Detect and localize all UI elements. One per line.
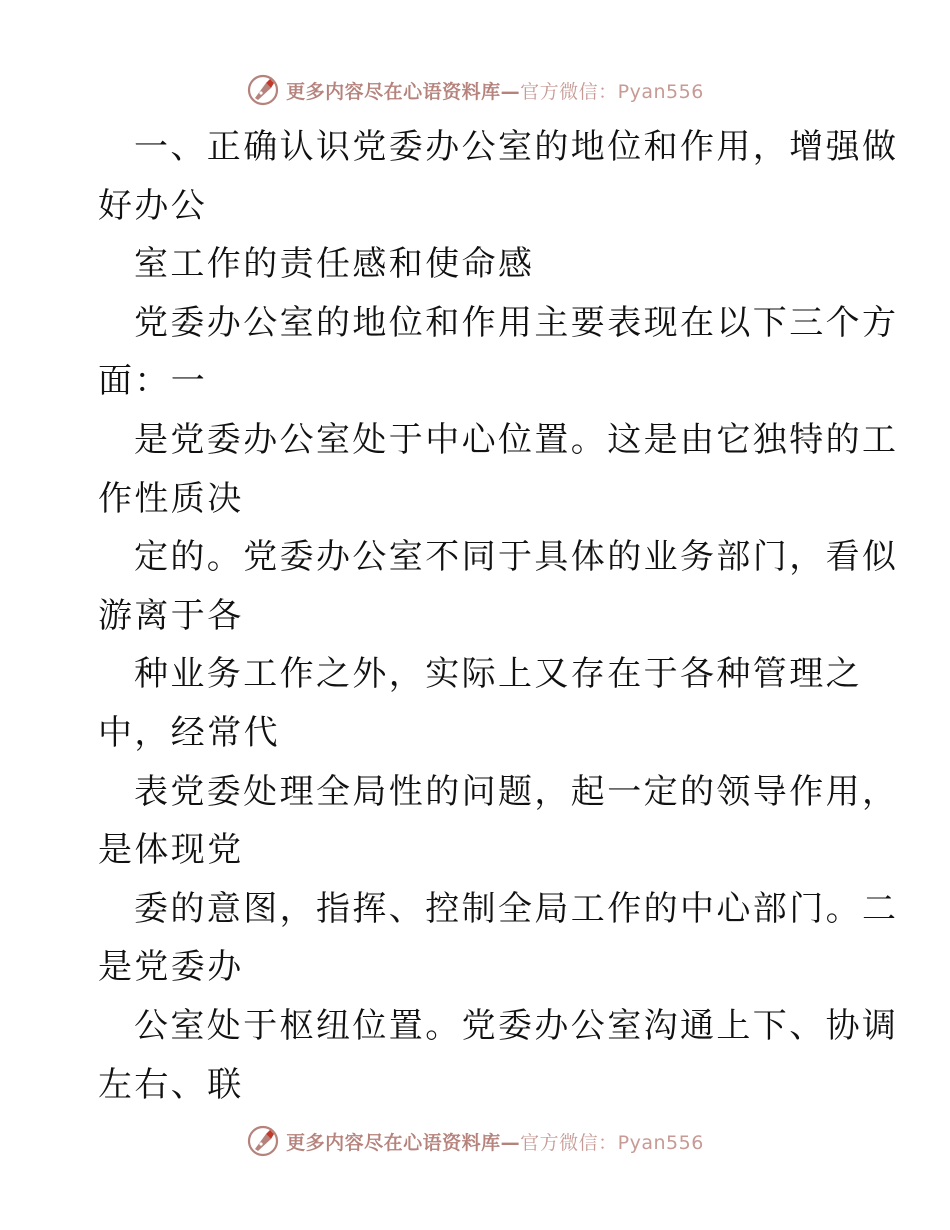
text-line: 是党委办 (98, 947, 244, 988)
text-line: 公室处于枢纽位置。党委办公室沟通上下、协调 (134, 1005, 899, 1046)
text-line: 委的意图，指挥、控制全局工作的中心部门。二 (134, 888, 899, 929)
document-body (98, 118, 899, 1114)
pen-nib-logo-icon (246, 1124, 280, 1158)
text-line: 定的。党委办公室不同于具体的业务部门，看似 (134, 537, 899, 578)
text-line: 党委办公室的地位和作用主要表现在以下三个方 (134, 302, 899, 343)
text-line: 作性质决 (98, 478, 244, 519)
text-line: 好办公 (98, 185, 208, 226)
text-line: 种业务工作之外，实际上又存在于各种管理之 (134, 654, 862, 695)
text-line: 是体现党 (98, 830, 244, 871)
banner-text: 更多内容尽在心语资料库— (286, 80, 521, 103)
text-line: 室工作的责任感和使命感 (134, 244, 535, 285)
text-line: 中，经常代 (98, 712, 280, 753)
pen-nib-logo-icon (246, 73, 280, 107)
banner-wechat: 官方微信：Pyan556 (520, 80, 704, 103)
text-line: 游离于各 (98, 595, 244, 636)
text-line: 左右、联 (98, 1064, 244, 1105)
banner-text: 更多内容尽在心语资料库— (286, 1131, 521, 1154)
text-line: 面：一 (98, 361, 208, 402)
footer-banner (0, 1121, 950, 1161)
text-line: 表党委处理全局性的问题，起一定的领导作用， (134, 771, 899, 812)
header-banner (0, 70, 950, 110)
text-line: 一、正确认识党委办公室的地位和作用，增强做 (134, 127, 899, 167)
banner-wechat: 官方微信：Pyan556 (520, 1131, 704, 1154)
text-line: 是党委办公室处于中心位置。这是由它独特的工 (134, 419, 899, 460)
